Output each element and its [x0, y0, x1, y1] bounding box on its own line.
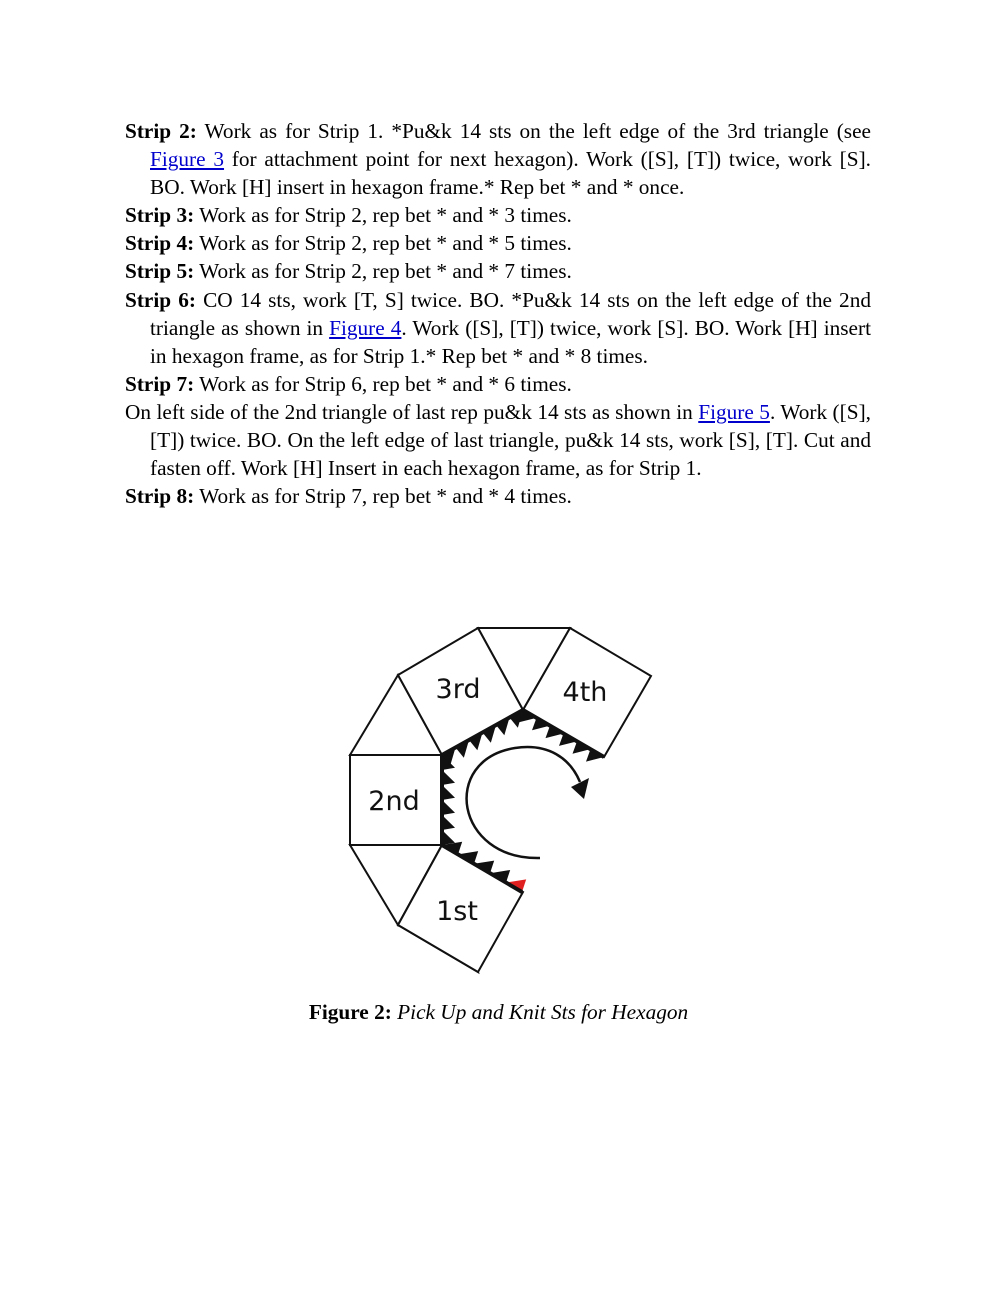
strip-8-label: Strip 8:	[125, 484, 195, 509]
strip-5-label: Strip 5:	[125, 259, 195, 284]
strip-2-label: Strip 2:	[125, 119, 197, 143]
figure-4-link[interactable]: Figure 4	[329, 315, 402, 340]
left-side-text-a: On left side of the 2nd triangle of last rep pu&k 14 sts as shown in	[125, 399, 699, 424]
hexagon-pickup-diagram	[345, 625, 655, 977]
strip-7-text: Work as for Strip 6, rep bet * and * 6 times.	[194, 371, 572, 396]
strip-4-label: Strip 4:	[125, 231, 195, 256]
label-4th: 4th	[562, 677, 608, 708]
left-side-text-b: . Work ([S], [T]) twice. BO. On the left edge of last triangle, pu&k 14 sts, work [S], [T]. Cut and fasten off. Work [H] Insert in each hexagon frame, as for Strip 1.	[150, 399, 871, 481]
caption-text: Pick Up and Knit Sts for Hexagon	[391, 1000, 689, 1024]
label-3rd: 3rd	[435, 674, 481, 705]
strip-6-text-a: CO 14 sts, work [T, S] twice. BO. *Pu&k 14 sts on the left edge of the 2nd triangle as shown in	[150, 287, 871, 340]
strip-2-text-b: for attachment point for next hexagon). Work ([S], [T]) twice, work [S]. BO. Work [H] insert in hexagon frame.* Rep bet * and * once.	[150, 147, 872, 200]
left-side-paragraph	[125, 398, 871, 482]
figure-caption	[0, 1000, 997, 1025]
direction-arrow	[467, 747, 580, 858]
strip-7-label: Strip 7:	[125, 371, 195, 396]
label-2nd: 2nd	[368, 786, 420, 817]
diagram-svg	[345, 625, 655, 977]
strip-4-paragraph	[125, 229, 871, 257]
strip-8-text: Work as for Strip 7, rep bet * and * 4 times.	[194, 484, 572, 509]
strip-6-label: Strip 6:	[125, 287, 196, 312]
strip-8-paragraph	[125, 482, 871, 510]
label-1st: 1st	[436, 896, 478, 927]
strip-5-text: Work as for Strip 2, rep bet * and * 7 times.	[194, 259, 572, 284]
strip-3-text: Work as for Strip 2, rep bet * and * 3 times.	[194, 203, 572, 228]
figure-5-link[interactable]: Figure 5	[698, 399, 770, 424]
strip-5-paragraph	[125, 257, 871, 285]
caption-label: Figure 2:	[308, 1000, 392, 1024]
strip-2-paragraph	[125, 117, 871, 201]
strip-3-label: Strip 3:	[125, 203, 195, 228]
strip-4-text: Work as for Strip 2, rep bet * and * 5 times.	[194, 231, 572, 256]
figure-3-link[interactable]: Figure 3	[150, 147, 225, 172]
strip-7-paragraph	[125, 370, 871, 398]
strip-6-paragraph	[125, 286, 871, 370]
strip-2-text-a: Work as for Strip 1. *Pu&k 14 sts on the left edge of the 3rd triangle (see	[196, 119, 871, 143]
strip-3-paragraph	[125, 201, 871, 229]
instructions-text	[125, 117, 871, 510]
strip-6-text-b: . Work ([S], [T]) twice, work [S]. BO. Work [H] insert in hexagon frame, as for Strip 1.* Rep bet * and * 8 times.	[150, 315, 872, 368]
